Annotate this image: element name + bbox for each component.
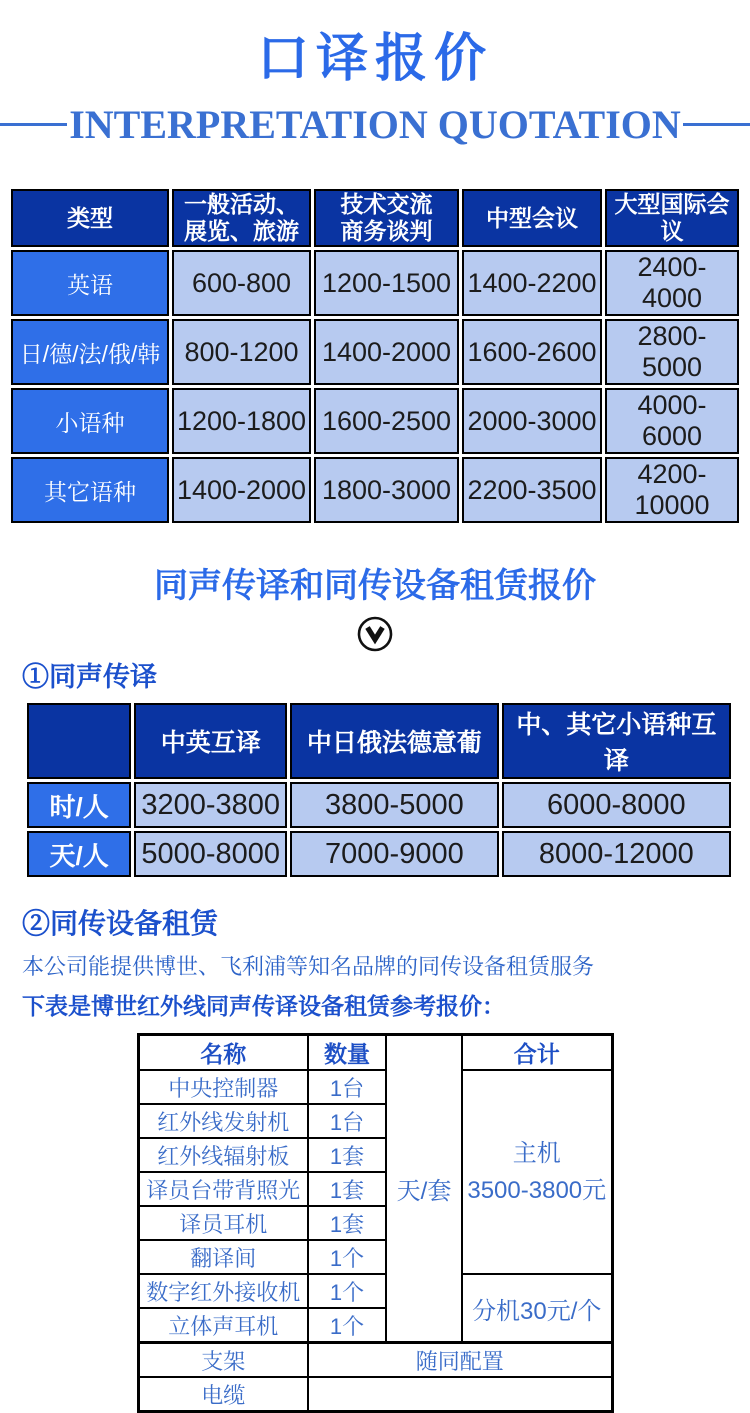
right-rule xyxy=(683,123,750,126)
simultaneous-price-table xyxy=(24,700,734,880)
price-cell: 1400-2000 xyxy=(314,319,459,385)
price-cell: 2200-3500 xyxy=(462,457,602,523)
item-name: 译员台带背照光 xyxy=(138,1172,308,1206)
main-unit-label: 主机 xyxy=(512,1140,561,1168)
circle-down-arrow-icon xyxy=(356,615,394,653)
item-name: 支架 xyxy=(138,1343,308,1378)
price-cell: 6000-8000 xyxy=(502,782,731,828)
sub-unit-price-cell: 分机30元/个 xyxy=(462,1274,612,1343)
row-label: 天/人 xyxy=(27,831,131,877)
item-qty: 1个 xyxy=(308,1240,386,1274)
price-cell: 4200-10000 xyxy=(605,457,739,523)
price-cell: 1400-2000 xyxy=(172,457,311,523)
item-qty: 1个 xyxy=(308,1274,386,1308)
row-label: 时/人 xyxy=(27,782,131,828)
column-header-cn-multi: 中日俄法德意葡 xyxy=(290,703,499,779)
table-row xyxy=(138,1343,612,1378)
equipment-rental-table xyxy=(137,1033,614,1413)
item-name: 立体声耳机 xyxy=(138,1308,308,1343)
price-cell: 4000-6000 xyxy=(605,388,739,454)
column-header-total: 合计 xyxy=(462,1035,612,1071)
left-rule xyxy=(0,123,67,126)
item-name: 译员耳机 xyxy=(138,1206,308,1240)
price-cell: 5000-8000 xyxy=(134,831,287,877)
table-row xyxy=(138,1070,612,1104)
column-header-cn-en: 中英互译 xyxy=(134,703,287,779)
column-header-empty xyxy=(27,703,131,779)
price-cell: 2400-4000 xyxy=(605,250,739,316)
table-row xyxy=(11,457,739,523)
price-cell: 1600-2600 xyxy=(462,319,602,385)
column-header-general: 一般活动、 展览、旅游 xyxy=(172,189,311,247)
section-heading: 同声传译和同传设备租赁报价 xyxy=(154,567,596,606)
page-subtitle: INTERPRETATION QUOTATION xyxy=(69,102,681,147)
price-cell: 800-1200 xyxy=(172,319,311,385)
item-name: 翻译间 xyxy=(138,1240,308,1274)
item-name: 中央控制器 xyxy=(138,1070,308,1104)
equipment-table-caption: 下表是博世红外线同声传译设备租赁参考报价： xyxy=(22,993,505,1020)
price-cell: 3800-5000 xyxy=(290,782,499,828)
main-unit-total-cell xyxy=(462,1070,612,1274)
item-qty: 1套 xyxy=(308,1172,386,1206)
row-label: 其它语种 xyxy=(11,457,169,523)
column-header-type: 类型 xyxy=(11,189,169,247)
table-header-row xyxy=(138,1035,612,1071)
cable-value-cell xyxy=(308,1377,612,1412)
item-qty: 1套 xyxy=(308,1138,386,1172)
table-row xyxy=(138,1377,612,1412)
main-unit-price: 3500-3800元 xyxy=(467,1177,607,1205)
subsection-title-2: ②同传设备租赁 xyxy=(22,908,219,940)
item-qty: 1个 xyxy=(308,1308,386,1343)
divider xyxy=(0,615,750,653)
bracket-value-cell: 随同配置 xyxy=(308,1343,612,1378)
price-cell: 3200-3800 xyxy=(134,782,287,828)
column-header-technical: 技术交流 商务谈判 xyxy=(314,189,459,247)
item-name: 数字红外接收机 xyxy=(138,1274,308,1308)
subsection-title-1: ①同声传译 xyxy=(22,662,157,693)
item-qty: 1台 xyxy=(308,1070,386,1104)
row-label: 小语种 xyxy=(11,388,169,454)
price-cell: 2000-3000 xyxy=(462,388,602,454)
price-cell: 1200-1500 xyxy=(314,250,459,316)
column-header-large: 大型国际会议 xyxy=(605,189,739,247)
column-header-name: 名称 xyxy=(138,1035,308,1071)
row-label: 英语 xyxy=(11,250,169,316)
table-row xyxy=(138,1274,612,1308)
price-cell: 2800-5000 xyxy=(605,319,739,385)
table-row xyxy=(11,250,739,316)
table-row xyxy=(27,782,731,828)
table-row xyxy=(11,388,739,454)
table-row xyxy=(27,831,731,877)
price-cell: 600-800 xyxy=(172,250,311,316)
interpretation-price-table xyxy=(8,186,742,526)
item-qty: 1套 xyxy=(308,1206,386,1240)
equipment-intro-text: 本公司能提供博世、飞利浦等知名品牌的同传设备租赁服务 xyxy=(22,954,595,980)
price-cell: 7000-9000 xyxy=(290,831,499,877)
unit-cell: 天/套 xyxy=(386,1035,462,1343)
item-name: 电缆 xyxy=(138,1377,308,1412)
page-title: 口译报价 xyxy=(256,30,493,88)
item-name: 红外线发射机 xyxy=(138,1104,308,1138)
table-header-row xyxy=(27,703,731,779)
subtitle-block xyxy=(0,101,750,148)
table-header-row xyxy=(11,189,739,247)
column-header-cn-minor: 中、其它小语种互译 xyxy=(502,703,731,779)
column-header-qty: 数量 xyxy=(308,1035,386,1071)
price-cell: 1200-1800 xyxy=(172,388,311,454)
row-label: 日/德/法/俄/韩 xyxy=(11,319,169,385)
table-row xyxy=(11,319,739,385)
column-header-medium: 中型会议 xyxy=(462,189,602,247)
price-cell: 8000-12000 xyxy=(502,831,731,877)
price-cell: 1600-2500 xyxy=(314,388,459,454)
item-qty: 1台 xyxy=(308,1104,386,1138)
item-name: 红外线辐射板 xyxy=(138,1138,308,1172)
price-cell: 1400-2200 xyxy=(462,250,602,316)
price-cell: 1800-3000 xyxy=(314,457,459,523)
